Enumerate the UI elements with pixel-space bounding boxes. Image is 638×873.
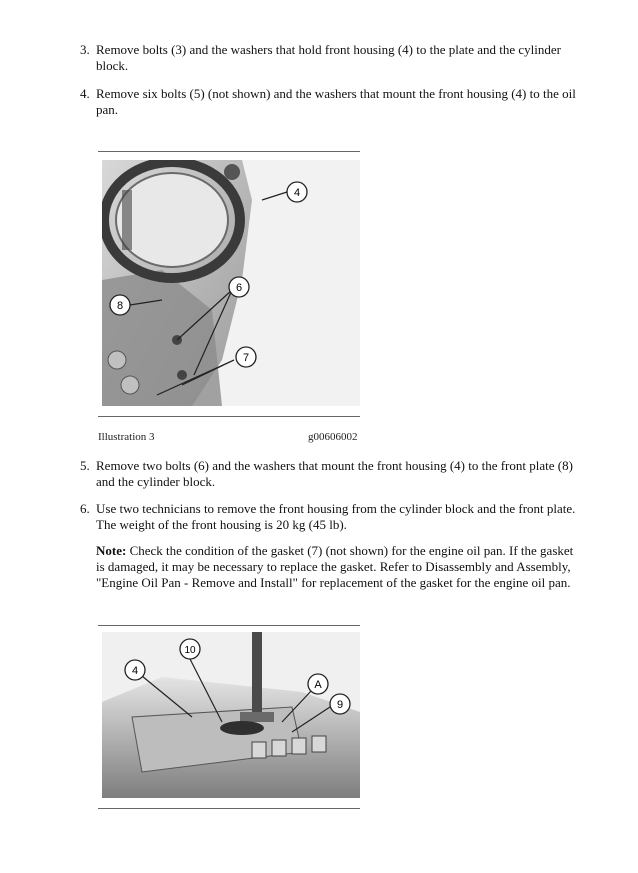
svg-text:7: 7: [242, 352, 250, 364]
svg-text:4: 4: [131, 665, 139, 677]
step-number: 5.: [80, 458, 90, 473]
svg-text:10: 10: [184, 645, 196, 656]
step-4: [80, 86, 580, 118]
step-3: [80, 42, 580, 74]
step-6: [80, 501, 580, 533]
figure-code: g00606002: [308, 431, 358, 443]
callout-a: [308, 674, 328, 694]
step-text: Remove six bolts (5) (not shown) and the washers that mount the front housing (4) to the oil pan.: [96, 86, 576, 117]
note-paragraph: [96, 543, 580, 591]
figure-caption: Illustration 3: [98, 431, 155, 443]
callout-9: [330, 694, 350, 714]
illustration-4-image: [102, 632, 360, 798]
callout-4: [125, 660, 145, 680]
step-5: [80, 458, 580, 490]
step-number: 4.: [80, 86, 90, 101]
callout-7: [236, 347, 256, 367]
note-label: Note:: [96, 543, 127, 558]
figure-top-rule: [98, 151, 360, 152]
illustration-3-image: [102, 160, 360, 406]
figure2-bottom-rule: [98, 808, 360, 809]
svg-text:6: 6: [235, 282, 243, 294]
callout-4: [287, 182, 307, 202]
step-text: Use two technicians to remove the front housing from the cylinder block and the front plate. The weight of the front housing is 20 kg (45 lb).: [96, 501, 576, 532]
callout-10: [180, 639, 200, 659]
step-number: 6.: [80, 501, 90, 516]
callout-8: [110, 295, 130, 315]
step-text: Remove bolts (3) and the washers that hold front housing (4) to the plate and the cylinder block.: [96, 42, 561, 73]
step-text: Remove two bolts (6) and the washers that mount the front housing (4) to the front plate (8) and the cylinder block.: [96, 458, 573, 489]
note-text: Check the condition of the gasket (7) (not shown) for the engine oil pan. If the gasket is damaged, it may be necessary to replace the gasket. Refer to Disassembly and Assembly, "Engine Oil Pan - Remove and Install" for replacement of the gasket for the engine oil pan.: [96, 543, 574, 590]
svg-text:9: 9: [336, 699, 344, 711]
figure2-top-rule: [98, 625, 360, 626]
svg-text:4: 4: [293, 187, 301, 199]
svg-text:8: 8: [116, 300, 124, 312]
callout-6: [229, 277, 249, 297]
step-number: 3.: [80, 42, 90, 57]
svg-text:A: A: [314, 679, 322, 691]
figure-bottom-rule: [98, 416, 360, 417]
